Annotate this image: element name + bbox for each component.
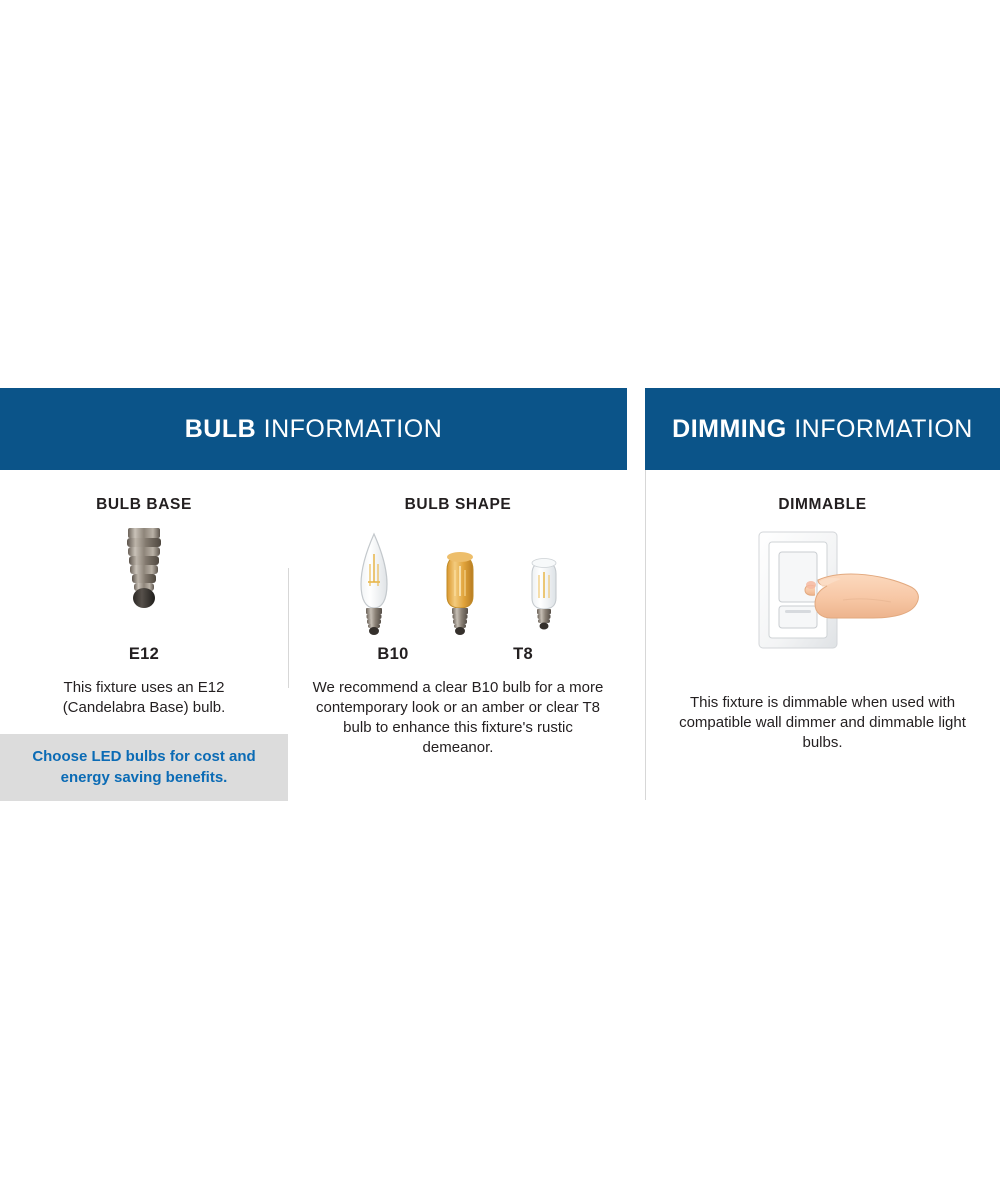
bulb-information-title-rest: INFORMATION (256, 414, 443, 443)
bulb-information-title-bold: BULB (184, 414, 257, 443)
bulb-base-code-row (0, 645, 288, 664)
bulb-dimming-info-sheet (0, 388, 1000, 808)
dimming-information-title-bold: DIMMING (672, 414, 787, 443)
t8-amber-bulb-icon (438, 530, 482, 642)
t8-clear-bulb-icon (524, 530, 564, 642)
dimming-information-title (672, 415, 973, 444)
bulb-shape-code-row (289, 645, 627, 664)
led-tip-banner: Choose LED bulbs for cost and energy saving benefits. (0, 734, 288, 801)
dimmable-description: This fixture is dimmable when used with compatible wall dimmer and dimmable light bulbs. (679, 694, 966, 751)
bulb-shape-heading: BULB SHAPE (404, 496, 512, 513)
wall-dimmer-hand-icon (723, 522, 923, 652)
vertical-divider-middle (288, 568, 289, 688)
bulb-base-code: E12 (128, 645, 160, 663)
bulb-shape-icons (289, 522, 627, 642)
vertical-divider-right (645, 470, 646, 800)
bulb-information-title (185, 415, 443, 444)
b10-bulb-icon (352, 530, 396, 642)
bulb-shape-section (289, 470, 627, 758)
dimmable-art (645, 520, 1000, 645)
bulb-shape-code-t8: T8 (513, 645, 533, 663)
bulb-shape-code-b10: B10 (377, 645, 409, 663)
bulb-shape-art (289, 520, 627, 645)
dimming-information-title-rest: INFORMATION (786, 414, 973, 443)
bulb-shape-description: We recommend a clear B10 bulb for a more contemporary look or an amber or clear T8 bulb to enhance this fixture's rustic demeanor. (312, 679, 604, 756)
dimmable-section (645, 470, 1000, 753)
bulb-base-section (0, 470, 288, 801)
bulb-base-heading: BULB BASE (96, 496, 192, 513)
bulb-base-description: This fixture uses an E12 (Candelabra Base) bulb. (62, 679, 226, 716)
bulb-base-art (0, 520, 288, 645)
e12-socket-icon (116, 526, 172, 634)
bulb-information-header (0, 388, 627, 470)
dimming-information-header (645, 388, 1000, 470)
dimmable-heading: DIMMABLE (778, 496, 867, 513)
